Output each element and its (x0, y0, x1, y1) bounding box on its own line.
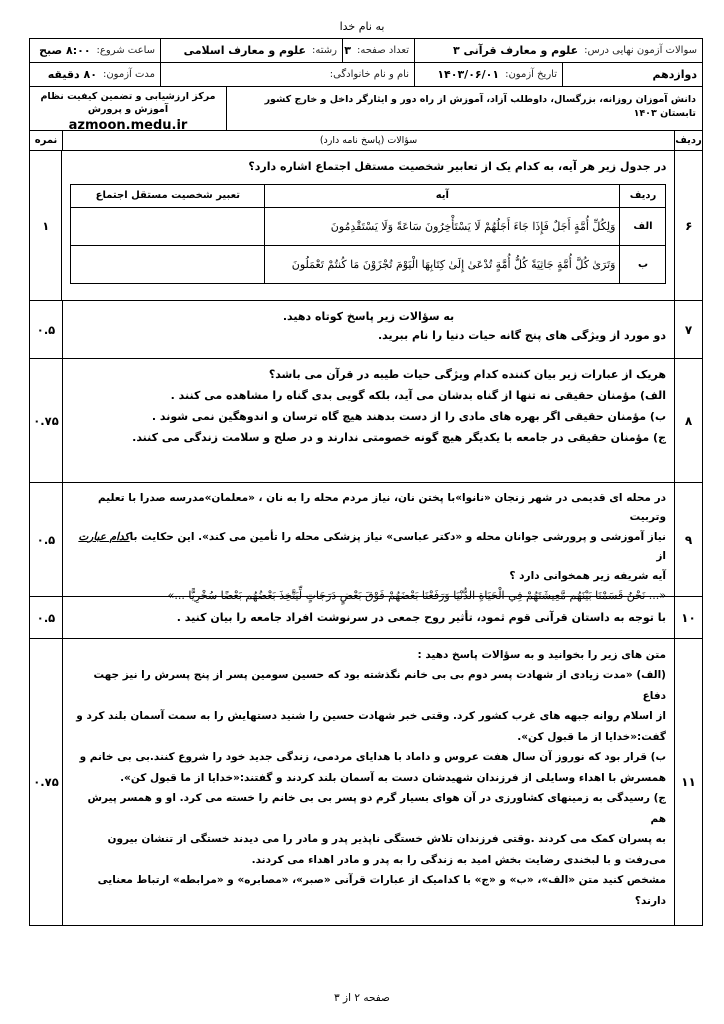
date-value: ۱۴۰۳/۰۶/۰۱ (437, 68, 500, 81)
date-cell (414, 63, 562, 86)
question-number: ۹ (674, 483, 702, 596)
field-value: علوم و معارف اسلامی (183, 44, 307, 57)
question-number: ۱۰ (674, 597, 702, 638)
question-number: ۷ (674, 301, 702, 358)
question-score: ۱ (42, 218, 50, 233)
duration-cell (30, 63, 160, 86)
question-10 (30, 597, 702, 639)
question-score: ۰.۵ (36, 610, 56, 625)
table-radif-header: ردیف (620, 185, 666, 208)
question-prompt: در جدول زیر هر آیه، به کدام یک از تعابیر شخصیت مستقل اجتماع اشاره دارد؟ (248, 160, 667, 173)
passage-a-line-2: از اسلام روانه جبهه های غرب کشور کرد. وقتی خبر شهادت حسین را شنید دستهایش را به سمت آسمان بلند کرد و (76, 710, 666, 723)
quran-verse: «... نَحْنُ قَسَمْنَا بَيْنَهُم مَّعِيشَتَهُمْ فِي الْحَيَاةِ الدُّنْيَا وَرَفَعْنَا بَعْضَهُمْ فَوْقَ بَعْضٍ دَرَجَاتٍ لِّيَتَّخِذَ بَعْضُهُم بَعْضًا سُخْرِيًّا ...» (167, 589, 666, 603)
passage-b-line-2: همسرش با اهداء وسایلی از فرزندان شهیدشان دست به آسمان بلند کردند و گفتند:«خدایا از ما قبول کن». (120, 771, 666, 784)
question-body (62, 639, 674, 925)
table-term-header: تعبیر شخصیت مستقل اجتماع (71, 185, 265, 208)
question-body (62, 597, 674, 638)
page-number: صفحه ۲ از ۳ (334, 992, 390, 1004)
question-prompt: هریک از عبارات زیر بیان کننده کدام ویژگی حیات طیبه در قرآن می باشد؟ (268, 368, 666, 381)
center-cell (30, 87, 226, 133)
story-line-1: در محله ای قدیمی در شهر زنجان «نانوا»با پختن نان، نیاز مردم محله را به نان ، «معلمان»مدرسه صدرا با تعلیم وتربیت (97, 492, 666, 524)
question-9 (30, 483, 702, 603)
question-body (62, 483, 674, 603)
name-cell (160, 63, 414, 86)
row-label: ب (620, 245, 666, 283)
passage-a-line-3: گفت:«خدایا از ما قبول کن». (517, 730, 666, 743)
story-line-2b: از (656, 550, 666, 563)
question-6 (30, 151, 702, 301)
score-header: نمره (34, 135, 58, 146)
question-body (62, 301, 674, 358)
question-text: دو مورد از ویژگی های پنج گانه حیات دنیا را نام ببرید. (378, 329, 666, 343)
question-score: ۰.۵ (36, 532, 56, 547)
question-number: ۱۱ (674, 639, 702, 925)
emphasis-phrase: کدام عبارت (78, 530, 130, 543)
question-8 (30, 359, 702, 483)
question-number: ۸ (674, 359, 702, 482)
date-label: تاریخ آزمون: (505, 69, 557, 80)
field-label: رشته: (312, 45, 337, 56)
passage-a-line-1: (الف) «مدت زیادی از شهادت پسر دوم بی بی خانم نگذشته بود که حسین سومین پسر از پنج پسرش را نیز جهت دفاع (93, 669, 666, 702)
passage-intro: متن های زیر را بخوانید و به سؤالات پاسخ دهید : (417, 649, 666, 661)
question-body (61, 151, 674, 300)
question-number: ۶ (674, 151, 702, 300)
table-row (71, 245, 666, 283)
table-ayah-header: آیه (265, 185, 620, 208)
radif-header: ردیف (674, 131, 702, 150)
students-text: دانش آموزان روزانه، بزرگسال، داوطلب آزاد، آموزش از راه دور و ایثارگر داخل و خارج کشور تابستان ۱۴۰۳ (226, 87, 702, 130)
page-heading: به نام خدا (339, 20, 385, 33)
pages-label: تعداد صفحه: (356, 45, 409, 56)
table-header-row (71, 185, 666, 208)
question-score: ۰.۵ (36, 322, 56, 337)
question-11 (30, 639, 702, 925)
site-address: azmoon.medu.ir (68, 117, 188, 133)
item-b: ب) مؤمنان حقیقی اگر بهره های مادی را از دست بدهند هیچ گاه ترسان و اندوهگین نمی شوند . (151, 409, 666, 423)
exam-label: سوالات آزمون نهایی درس: (584, 45, 697, 56)
questions-header: سؤالات (پاسخ نامه دارد) (62, 131, 674, 150)
passage-c-line-3: می‌رفت و با لبخندی رضایت بخش امید به زندگی را به پدر و مادر اهداء می کردند. (251, 853, 666, 866)
answer-cell[interactable] (71, 207, 265, 245)
passage-c-line-2: به پسران کمک می کردند .وقتی فرزندان تلاش خستگی ناپذیر پدر و مادر را می دیدند خستگی از تنشان بیرون (107, 833, 666, 846)
subject-value: علوم و معارف قرآنی ۳ (452, 44, 579, 57)
question-7 (30, 301, 702, 359)
header-row-1 (30, 39, 702, 63)
question-body (62, 359, 674, 482)
item-c: ج) مؤمنان حقیقی در جامعه با یکدیگر هیچ گونه خصومتی ندارند و در صلح و سلامت زندگی می کنند. (132, 430, 666, 444)
item-a: الف) مؤمنان حقیقی نه تنها از گناه بدشان می آید، بلکه گویی بدی گناه را مشاهده می کنند . (170, 388, 666, 402)
pages-cell (342, 39, 414, 62)
header-row-2 (30, 63, 702, 87)
question-text: مشخص کنید متن «الف»، «ب» و «ج» با کدامیک از عبارات قرآنی «صبر»، «مصابره» و «مرابطه» ارتباط معنایی دارند؟ (97, 874, 666, 907)
center-name: مرکز ارزشیابی و تضمین کیفیت نظام آموزش و پرورش (40, 91, 216, 116)
grade-value: دوازدهم (652, 68, 697, 81)
section-title: به سؤالات زیر پاسخ کوتاه دهید. (282, 310, 455, 323)
field-cell (160, 39, 342, 62)
story-line-2a: نیاز آموزشی و پرورشی جوانان محله و «دکتر عباسی» نیاز پزشکی محله را تأمین می کند». این حکایت با (129, 530, 666, 543)
subject-cell (414, 39, 702, 62)
passage-c-line-1: ج) رسیدگی به زمینهای کشاورزی در آن هوای بسیار گرم دو پسر بی بی خانم را خسته می کرد. او و همسر پیرش هم (87, 792, 666, 825)
passage-b-line-1: ب) قرار بود که نوروز آن سال هفت عروس و داماد با هدایای مردمی، زندگی جدید خود را شروع کنند.بی بی خانم و (79, 751, 666, 764)
duration-label: مدت آزمون: (102, 69, 155, 80)
story-line-3: آیه شریفه زیر همخوانی دارد ؟ (509, 569, 666, 582)
question-score: ۰.۷۵ (33, 413, 59, 428)
grade-cell (562, 63, 702, 86)
start-label: ساعت شروع: (96, 45, 155, 56)
header-row-3 (30, 87, 702, 131)
name-label: نام و نام خانوادگی: (329, 69, 409, 80)
start-cell (30, 39, 160, 62)
story-line-2 (71, 528, 666, 567)
question-score: ۰.۷۵ (33, 775, 59, 789)
pages-value: ۳ (344, 44, 351, 57)
row-ayah: وَتَرَىٰ كُلَّ أُمَّةٍ جَاثِيَةً كُلُّ أُمَّةٍ تُدْعَىٰ إِلَىٰ كِتَابِهَا الْيَوْمَ تُجْزَوْنَ مَا كُنتُمْ تَعْمَلُونَ (265, 245, 620, 283)
answer-cell[interactable] (71, 245, 265, 283)
row-ayah: وَلِكُلِّ أُمَّةٍ أَجَلٌ فَإِذَا جَاءَ أَجَلُهُمْ لَا يَسْتَأْخِرُونَ سَاعَةً وَلَا يَسْتَقْدِمُونَ (265, 207, 620, 245)
start-value: ۸:۰۰ صبح (39, 44, 91, 57)
row-label: الف (620, 207, 666, 245)
question-text: با توجه به داستان قرآنی قوم ثمود، تأثیر روح جمعی در سرنوشت افراد جامعه را بیان کنید . (176, 610, 666, 624)
column-header (30, 131, 702, 151)
ayah-table (70, 184, 666, 284)
duration-value: ۸۰ دقیقه (47, 68, 97, 81)
exam-frame (29, 38, 703, 926)
table-row (71, 207, 666, 245)
